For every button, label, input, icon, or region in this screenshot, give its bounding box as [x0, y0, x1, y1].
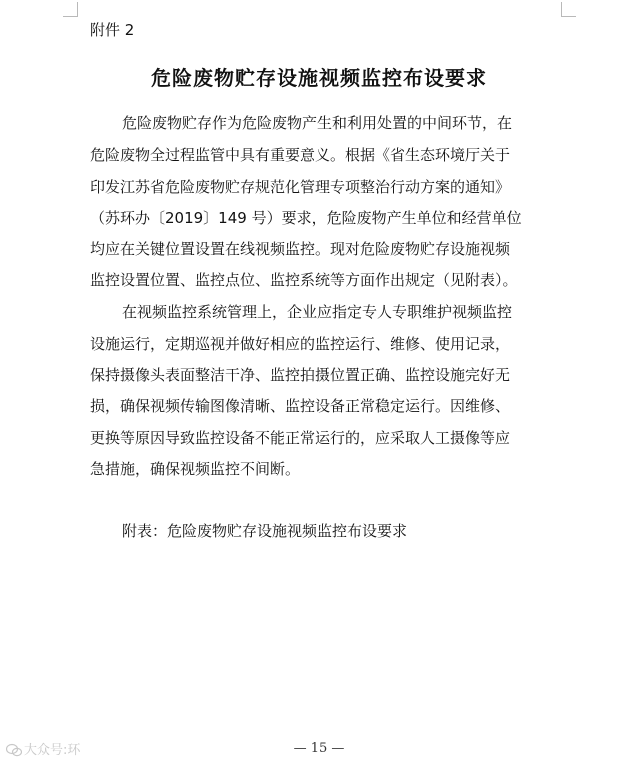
paragraph-2-line-2: 设施运行，定期巡视并做好相应的监控运行、维修、使用记录， [90, 335, 511, 353]
paragraph-2-line-3: 保持摄像头表面整洁干净、监控拍摄位置正确、监控设施完好无 [90, 366, 511, 384]
paragraph-2-line-1: 在视频监控系统管理上，企业应指定专人专职维护视频监控 [122, 303, 513, 321]
page-number: — 15 — [293, 741, 345, 756]
attachment-label: 附件 2 [90, 21, 135, 39]
crop-mark-top-right [561, 2, 576, 17]
paragraph-1-line-5: 均应在关键位置设置在线视频监控。现对危险废物贮存设施视频 [90, 240, 511, 258]
paragraph-1-line-2: 危险废物全过程监管中具有重要意义。根据《省生态环境厅关于 [90, 146, 511, 164]
document-title: 危险废物贮存设施视频监控布设要求 [151, 66, 487, 90]
paragraph-1-line-6: 监控设置位置、监控点位、监控系统等方面作出规定（见附表）。 [90, 271, 518, 289]
paragraph-1-line-3: 印发江苏省危险废物贮存规范化管理专项整治行动方案的通知》 [90, 178, 511, 196]
watermark [6, 742, 80, 760]
wechat-icon [6, 743, 22, 757]
paragraph-2-line-6: 急措施，确保视频监控不间断。 [90, 460, 301, 478]
paragraph-2-line-5: 更换等原因导致监控设备不能正常运行的，应采取人工摄像等应 [90, 429, 511, 447]
appendix-note: 附表：危险废物贮存设施视频监控布设要求 [122, 522, 408, 540]
crop-mark-top-left [63, 2, 78, 17]
paragraph-1-line-4: （苏环办〔2019〕149 号）要求，危险废物产生单位和经营单位 [90, 209, 522, 227]
paragraph-2-line-4: 损，确保视频传输图像清晰、监控设备正常稳定运行。因维修、 [90, 397, 511, 415]
paragraph-1-line-1: 危险废物贮存作为危险废物产生和利用处置的中间环节，在 [122, 114, 513, 132]
watermark-text: 大众号:环 [24, 743, 81, 758]
